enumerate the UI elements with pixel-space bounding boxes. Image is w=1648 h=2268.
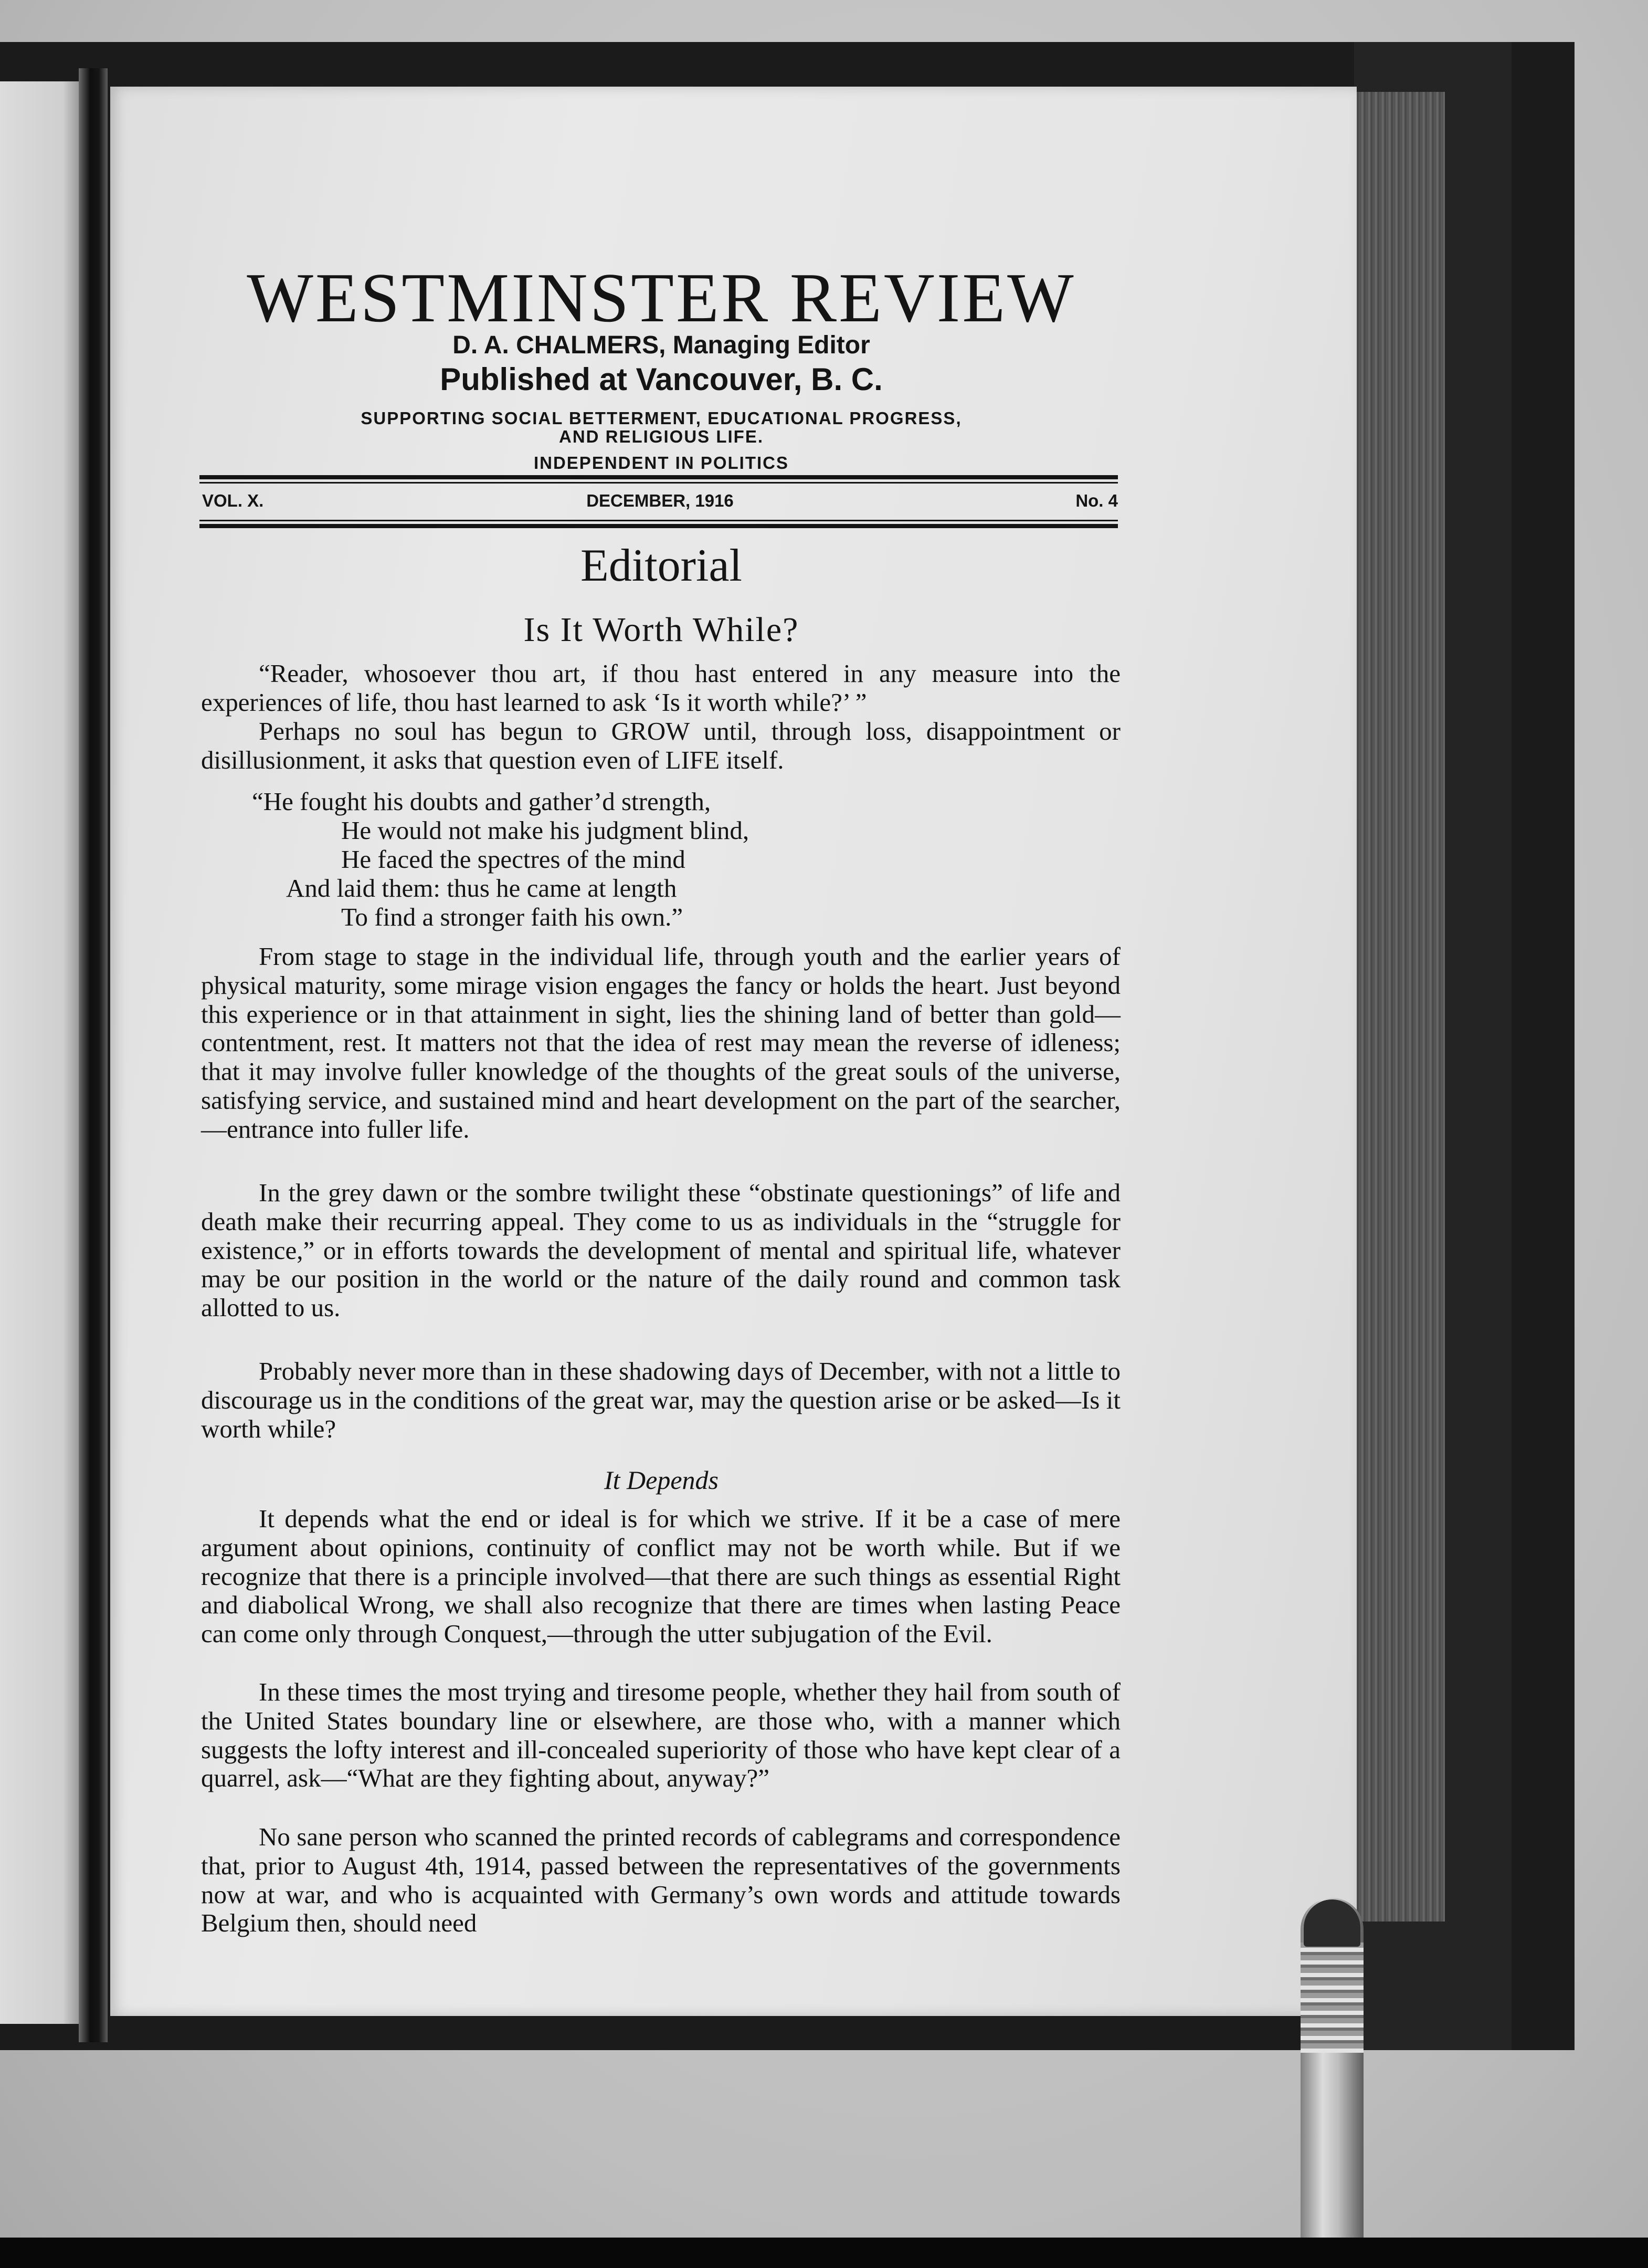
paragraph: In the grey dawn or the sombre twilight these “obstinate questionings” of life and death make their recurring appeal. They come to us as individuals in the “struggle for existence,” or in efforts towards the development of mental and spiritual life, whatever may be our position in the world or the nature of the daily round and common task allotted to us.	[201, 1178, 1121, 1322]
masthead-rule	[199, 475, 1118, 479]
masthead-rule	[199, 524, 1118, 528]
paragraph: Probably never more than in these shadowing days of December, with not a little to discourage us in the conditions of the great war, may the question arise or be asked—Is it worth while?	[201, 1357, 1121, 1443]
paragraph: From stage to stage in the individual life, through youth and the earlier years of physical maturity, some mirage vision engages the fancy or holds the heart. Just beyond this experience or in that attainment in sight, lies the shining land of better than gold—contentment, rest. It matters not that the idea of rest may mean the reverse of idleness; that it may involve fuller knowledge of the thoughts of the great souls of the universe, satisfying service, and sustained mind and heart development on the part of the searcher,—entrance into fuller life.	[201, 942, 1121, 1143]
politics-line: INDEPENDENT IN POLITICS	[533, 453, 789, 472]
poem-line: And laid them: thus he came at length	[286, 874, 677, 902]
mission-line: AND RELIGIOUS LIFE.	[558, 427, 764, 446]
pencil-ferrule	[1301, 1942, 1364, 2053]
masthead-rule	[199, 482, 1118, 484]
editor-line: D. A. CHALMERS, Managing Editor	[452, 331, 870, 359]
paragraph: No sane person who scanned the printed records of cablegrams and correspondence that, prior to August 4th, 1914, passed between the representatives of the governments now at war, and who is acquainted with Germany’s own words and attitude towards Belgium then, should need	[201, 1822, 1121, 1938]
left-page-edge	[0, 81, 79, 2024]
mission-line: SUPPORTING SOCIAL BETTERMENT, EDUCATIONAL PROGRESS,	[361, 408, 962, 428]
subheading: It Depends	[604, 1465, 719, 1495]
book-gutter	[79, 68, 108, 2042]
paragraph: It depends what the end or ideal is for which we strive. If it be a case of mere argument about opinions, continuity of conflict may not be worth while. But if we recognize that there is a principle involved—that there are such things as essential Right and diabolical Wrong, we shall also recognize that there are times when lasting Peace can come only through Conquest,—through the utter subjugation of the Evil.	[201, 1504, 1121, 1648]
paragraph: “Reader, whosoever thou art, if thou hast entered in any measure into the experiences of life, thou hast learned to ask ‘Is it worth while?’ ”	[201, 659, 1121, 717]
issue-date: DECEMBER, 1916	[586, 491, 734, 510]
paragraph: In these times the most trying and tiresome people, whether they hail from south of the United States boundary line or elsewhere, are those who, with a manner which suggests the lofty interest and ill-concealed superiority of those who have kept clear of a quarrel, ask—“What are they fighting about, anyway?”	[201, 1677, 1121, 1793]
page-edges	[1351, 92, 1445, 1922]
article-title: Is It Worth While?	[523, 611, 799, 649]
issue-line	[202, 491, 1118, 517]
issue-number: No. 4	[1075, 491, 1118, 510]
section-heading: Editorial	[580, 540, 742, 591]
volume-label: VOL. X.	[202, 491, 264, 510]
poem-line: To find a stronger faith his own.”	[341, 902, 683, 931]
paragraph: Perhaps no soul has begun to GROW until, through loss, disappointment or disillusionment, it asks that question even of LIFE itself.	[201, 717, 1121, 774]
masthead-title: WESTMINSTER REVIEW	[247, 259, 1076, 337]
poem-line: “He fought his doubts and gather’d strength,	[252, 787, 711, 816]
published-line: Published at Vancouver, B. C.	[440, 362, 883, 397]
bottom-band	[0, 2238, 1648, 2268]
masthead-rule	[199, 520, 1118, 521]
poem-line: He faced the spectres of the mind	[341, 845, 685, 874]
poem-line: He would not make his judgment blind,	[341, 816, 749, 845]
